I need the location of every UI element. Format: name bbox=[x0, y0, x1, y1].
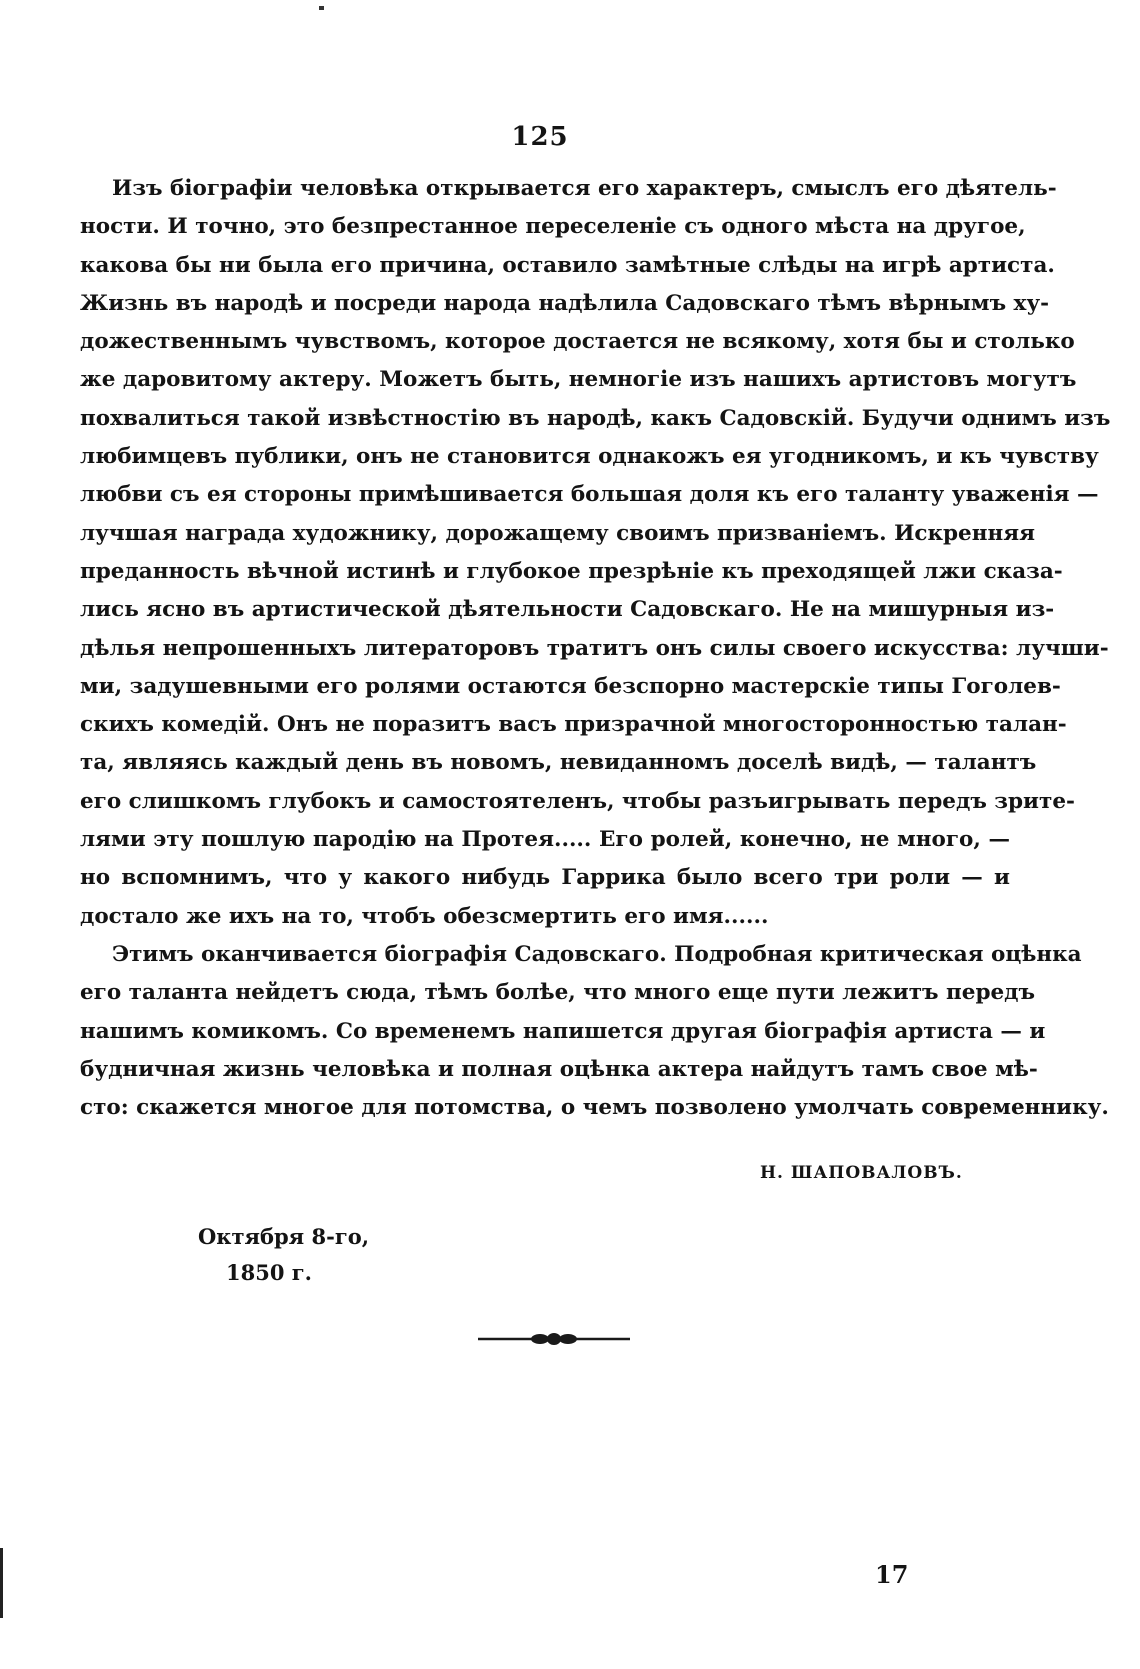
text-line: та, являясь каждый день въ новомъ, невиданномъ доселѣ видѣ, — талантъ bbox=[80, 750, 1037, 776]
text-line: дожественнымъ чувствомъ, которое достается не всякому, хотя бы и столько bbox=[80, 329, 1075, 355]
text-line: лись ясно въ артистической дѣятельности Садовскаго. Не на мишурныя из- bbox=[80, 597, 1055, 623]
text-line: ности. И точно, это безпрестанное переселеніе съ одного мѣста на другое, bbox=[80, 214, 1026, 240]
text-line: какова бы ни была его причина, оставило замѣтные слѣды на игрѣ артиста. bbox=[80, 252, 1055, 278]
text-line: лями эту пошлую пародію на Протея..... Его ролей, конечно, не много, — bbox=[80, 827, 1010, 853]
text-line: Этимъ оканчивается біографія Садовскаго. Подробная критическая оцѣнка bbox=[112, 941, 1082, 967]
paragraph-2 bbox=[80, 936, 1109, 1127]
date-line-2: 1850 г. bbox=[226, 1260, 312, 1285]
paragraph-1 bbox=[80, 170, 1111, 936]
text-line: Жизнь въ народѣ и посреди народа надѣлила Садовскаго тѣмъ вѣрнымъ ху- bbox=[80, 290, 1050, 316]
scan-speck bbox=[319, 6, 324, 10]
sheet-signature-mark: 17 bbox=[875, 1560, 909, 1589]
text-line: сто: скажется многое для потомства, о чемъ позволено умолчать современнику. bbox=[80, 1095, 1109, 1121]
text-line: любви съ ея стороны примѣшивается большая доля къ его таланту уваженія — bbox=[80, 482, 1099, 508]
text-line: его слишкомъ глубокъ и самостоятеленъ, чтобы разъигрывать передъ зрите- bbox=[80, 788, 1075, 814]
page-number: 125 bbox=[511, 122, 569, 152]
text-line: его таланта нейдетъ сюда, тѣмъ болѣе, что много еще пути лежитъ передъ bbox=[80, 980, 1035, 1006]
text-line: же даровитому актеру. Можетъ быть, немногіе изъ нашихъ артистовъ могутъ bbox=[80, 367, 1077, 393]
date-line-1: Октября 8-го, bbox=[198, 1224, 370, 1249]
article-text bbox=[80, 170, 1111, 1127]
author-signature: Н. ШАПОВАЛОВЪ. bbox=[760, 1163, 963, 1183]
scan-edge bbox=[0, 1548, 3, 1618]
text-line: дѣлья непрошенныхъ литераторовъ тратитъ онъ силы своего искусства: лучши- bbox=[80, 635, 1109, 661]
text-line: любимцевъ публики, онъ не становится однакожъ ея угодникомъ, и къ чувству bbox=[80, 444, 1099, 470]
text-line: Изъ біографіи человѣка открывается его характеръ, смыслъ его дѣятель- bbox=[112, 176, 1057, 201]
text-line: скихъ комедій. Онъ не поразитъ васъ призрачной многосторонностью талан- bbox=[80, 712, 1067, 738]
text-line: лучшая награда художнику, дорожащему своимъ призваніемъ. Искренняя bbox=[80, 520, 1035, 546]
text-line: но вспомнимъ, что у какого нибудь Гаррика было всего три роли — и bbox=[80, 865, 1010, 891]
date-block bbox=[198, 1219, 369, 1291]
text-line: похвалиться такой извѣстностію въ народѣ, какъ Садовскій. Будучи однимъ изъ bbox=[80, 405, 1111, 431]
text-line: ми, задушевными его ролями остаются безспорно мастерскіе типы Гоголев- bbox=[80, 673, 1061, 699]
text-line: достало же ихъ на то, чтобъ обезсмертить его имя...... bbox=[80, 903, 769, 929]
text-line: будничная жизнь человѣка и полная оцѣнка актера найдутъ тамъ свое мѣ- bbox=[80, 1056, 1038, 1082]
ornament-divider bbox=[478, 1332, 630, 1346]
text-line: преданность вѣчной истинѣ и глубокое презрѣніе къ преходящей лжи сказа- bbox=[80, 558, 1063, 584]
text-line: нашимъ комикомъ. Со временемъ напишется другая біографія артиста — и bbox=[80, 1018, 1046, 1044]
